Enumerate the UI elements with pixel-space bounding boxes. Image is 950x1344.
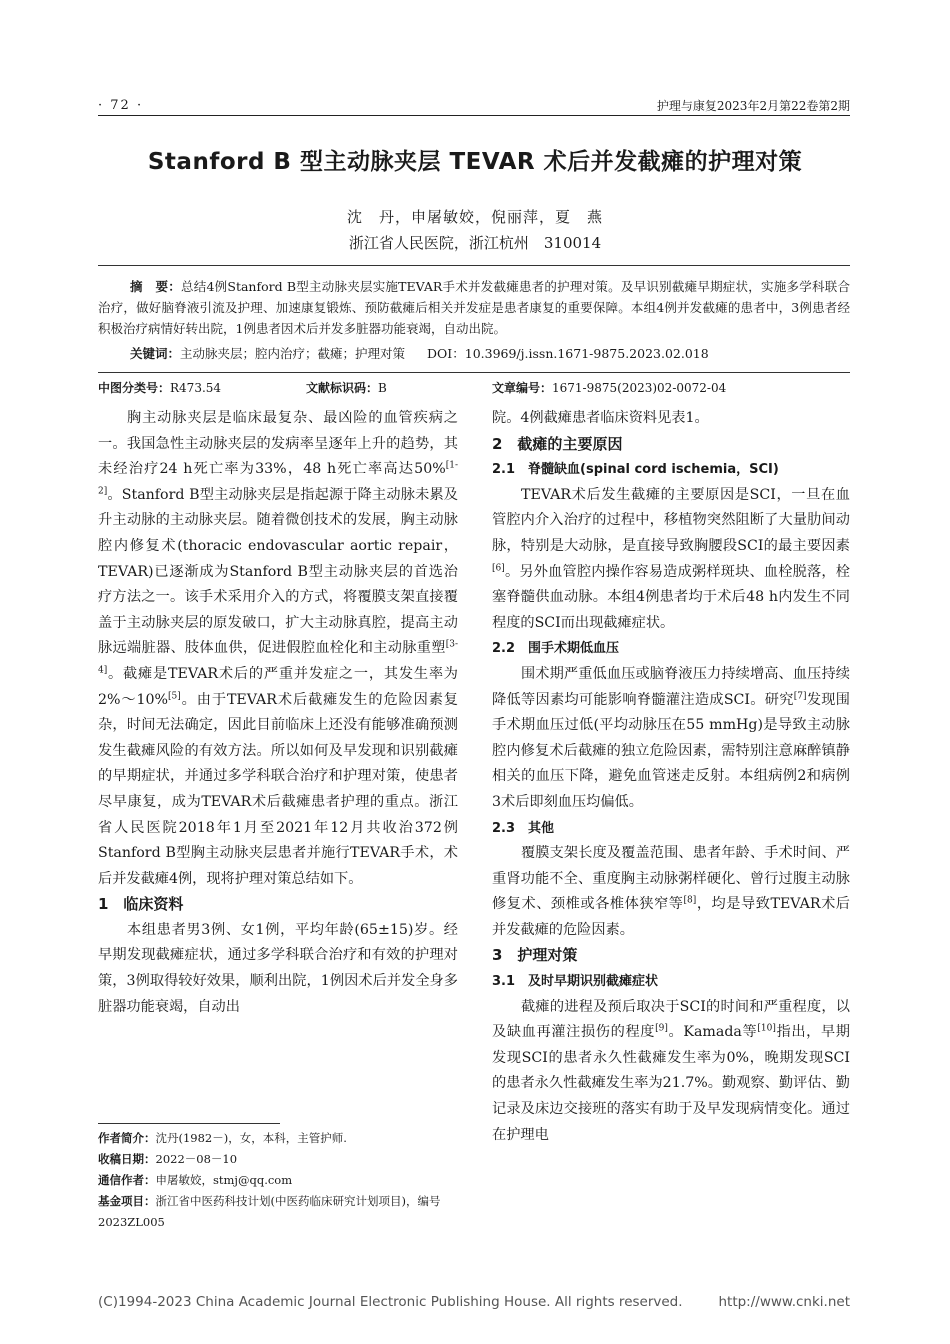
subsection-heading: 2.3 其他 (492, 820, 555, 836)
intro-paragraph: 胸主动脉夹层是临床最复杂、最凶险的血管疾病之一。我国急性主动脉夹层的发病率呈逐年上升的趋势，其未经治疗24 h死亡率为33%，48 h死亡率高达50%[1-2]。Stanford B型主动脉夹层是指起源于降主动脉未累及升主动脉的主动脉夹层。随着微创技术的发展，胸主动脉腔内修复术(thoracic endovascular aortic repair，TEVAR)已逐渐成为Stanford B型主动脉夹层的首选治疗方法之一。该手术采用介入的方式，将覆膜支架直接覆盖于主动脉夹层的原发破口，扩大主动脉真腔，提高主动脉远端脏器、肢体血供，促进假腔血栓化和主动脉重塑[3-4]。截瘫是TEVAR术后的严重并发症之一，其发生率为2%～10%[5]。由于TEVAR术后截瘫发生的危险因素复杂，时间无法确定，因此目前临床上还没有能够准确预测发生截瘫风险的有效方法。所以如何及早发现和识别截瘫的早期症状，并通过多学科联合治疗和护理对策，使患者尽早康复，成为TEVAR术后截瘫患者护理的重点。浙江省人民医院2018年1月至2021年12月共收治372例Stanford B型胸主动脉夹层患者并施行TEVAR手术，术后并发截瘫4例，现将护理对策总结如下。 (98, 410, 458, 887)
continuation-paragraph: 院。4例截瘫患者临床资料见表1。 (492, 410, 709, 426)
right-column (492, 406, 850, 1148)
doc-code: 文献标识码：B (306, 381, 387, 395)
authors: 沈 丹，申屠敏姣，倪丽萍，夏 燕 (346, 208, 603, 226)
clc-number: 中图分类号：R473.54 (98, 381, 222, 395)
copyright-footer (98, 1294, 850, 1310)
keywords-text: 主动脉夹层；腔内治疗；截瘫；护理对策 (180, 346, 406, 361)
ref-citation: [7] (793, 690, 807, 701)
paragraph: 截瘫的进程及预后取决于SCI的时间和严重程度，以及缺血再灌注损伤的程度[9]。Kamada等[10]指出，早期发现SCI的患者永久性截瘫发生率为0%，晚期发现SCI的患者永久性截瘫发生率为21.7%。勤观察、勤评估、勤记录及床边交接班的落实有助于及早发现病情变化。通过在护理电 (492, 998, 850, 1143)
subsection-heading: 2.1 脊髓缺血(spinal cord ischemia，SCI) (492, 462, 779, 478)
paragraph: TEVAR术后发生截瘫的主要原因是SCI，一旦在血管腔内介入治疗的过程中，移植物突然阻断了大量肋间动脉，特别是大动脉，是直接导致胸腰段SCI的最主要因素[6]。另外血管腔内操作容易造成粥样斑块、血栓脱落，栓塞脊髓供血动脉。本组4例患者均于术后48 h内发生不同程度的SCI而出现截瘫症状。 (492, 486, 850, 631)
abstract (98, 276, 850, 339)
ref-citation: [8] (683, 895, 697, 906)
section1-paragraph: 本组患者男3例、女1例，平均年龄(65±15)岁。经早期发现截瘫症状，通过多学科联合治疗和有效的护理对策，3例取得较好效果，顺利出院，1例因术后并发全身多脏器功能衰竭，自动出 (98, 921, 458, 1015)
keywords-rule (98, 372, 850, 373)
ref-citation: [10] (757, 1023, 776, 1034)
keywords (98, 344, 850, 364)
article-title: Stanford B 型主动脉夹层 TEVAR 术后并发截瘫的护理对策 (147, 149, 803, 175)
cnki-link[interactable]: http://www.cnki.net (718, 1294, 850, 1310)
footnote-rule (98, 1123, 280, 1124)
ref-citation: [9] (655, 1023, 668, 1034)
footnote-received: 收稿日期：2022－08－10 (98, 1152, 238, 1166)
affiliation: 浙江省人民医院，浙江杭州 310014 (348, 234, 602, 252)
footnote-corresponding: 通信作者：申屠敏姣，stmj@qq.com (98, 1173, 293, 1187)
footnotes (98, 1128, 460, 1233)
abstract-label: 摘 要： (130, 279, 181, 294)
ref-citation: [6] (492, 562, 505, 573)
section-heading: 1 临床资料 (98, 895, 184, 914)
section-heading: 2 截瘫的主要原因 (492, 434, 623, 453)
footnote-author: 作者简介：沈丹(1982－)，女，本科，主管护师. (98, 1131, 347, 1145)
section-heading: 3 护理对策 (492, 946, 578, 965)
left-column (98, 406, 458, 1020)
copyright-text: (C)1994-2023 China Academic Journal Electronic Publishing House. All rights reserved. (98, 1294, 683, 1310)
footnote-fund: 基金项目：浙江省中医药科技计划(中医药临床研究计划项目)，编号2023ZL005 (98, 1194, 441, 1229)
ref-citation: [1-2] (98, 460, 458, 497)
ref-citation: [5] (168, 690, 181, 701)
subsection-heading: 2.2 围手术期低血压 (492, 641, 620, 657)
ref-citation: [3-4] (98, 639, 458, 676)
doi: DOI：10.3969/j.issn.1671-9875.2023.02.018 (427, 346, 709, 361)
abstract-text: 总结4例Stanford B型主动脉夹层实施TEVAR手术并发截瘫患者的护理对策。及早识别截瘫早期症状，实施多学科联合治疗，做好脑脊液引流及护理、加速康复锻炼、预防截瘫后相关并发症是患者康复的重要保障。本组4例并发截瘫的患者中，3例患者经积极治疗病情好转出院，1例患者因术后并发多脏器功能衰竭，自动出院。 (98, 279, 850, 336)
article-number: 文章编号：1671-9875(2023)02-0072-04 (492, 381, 727, 395)
paragraph: 围术期严重低血压或脑脊液压力持续增高、血压持续降低等因素均可能影响脊髓灌注造成SCI。研究[7]发现围手术期血压过低(平均动脉压在55 mmHg)是导致主动脉腔内修复术后截瘫的独立危险因素，需特别注意麻醉镇静相关的血压下降，避免血管迷走反射。本组病例2和病例3术后即刻血压均偏低。 (492, 665, 850, 810)
paragraph: 覆膜支架长度及覆盖范围、患者年龄、手术时间、严重肾功能不全、重度胸主动脉粥样硬化、曾行过腹主动脉修复术、颈椎或各椎体狭窄等[8]，均是导致TEVAR术后并发截瘫的危险因素。 (492, 845, 850, 938)
journal-header: 护理与康复2023年2月第22卷第2期 (656, 99, 850, 113)
header-rule (98, 115, 850, 116)
subsection-heading: 3.1 及时早期识别截瘫症状 (492, 974, 659, 990)
keywords-label: 关键词： (130, 346, 181, 361)
abstract-rule (98, 265, 850, 266)
page-number: · 72 · (98, 98, 144, 113)
